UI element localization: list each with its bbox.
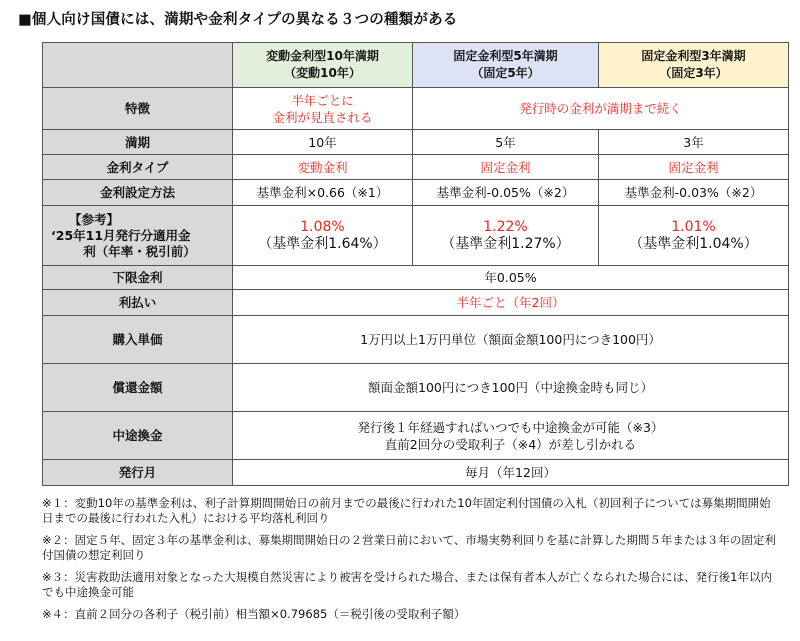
table-row-feature	[43, 88, 789, 130]
base-rate: （基準金利1.27%）	[441, 235, 570, 252]
cell-min-rate: 年0.05%	[233, 266, 789, 290]
table-row-rate-type	[43, 155, 789, 180]
column-header-short: （変動10年）	[284, 66, 361, 80]
cell-maturity-fixed5: 5年	[413, 130, 599, 155]
base-rate: （基準金利1.64%）	[258, 235, 387, 252]
table-row-issue-month	[43, 460, 789, 486]
row-label: 中途換金	[43, 412, 233, 460]
table-row-purchase-unit	[43, 316, 789, 364]
cell-rate-type-variable: 変動金利	[233, 155, 413, 180]
footnotes	[42, 496, 782, 629]
cell-rate-method-fixed3: 基準金利-0.03%（※2）	[599, 180, 789, 206]
cell-maturity-variable: 10年	[233, 130, 413, 155]
cell-text: 金利が見直される	[272, 109, 373, 125]
row-label: 利払い	[43, 290, 233, 316]
table-row-reference-rate	[43, 206, 789, 266]
column-header-variable-10y	[233, 43, 413, 88]
applied-rate: 1.08%	[300, 218, 345, 235]
applied-rate: 1.22%	[483, 218, 528, 235]
bond-comparison-table	[42, 42, 789, 486]
row-label-line: 【参考】	[69, 211, 120, 227]
column-header-fixed-5y	[413, 43, 599, 88]
row-label: 金利設定方法	[43, 180, 233, 206]
row-label: 金利タイプ	[43, 155, 233, 180]
cell-reference-fixed5	[413, 206, 599, 266]
row-label-reference	[43, 206, 233, 266]
cell-feature-variable	[233, 88, 413, 130]
column-header-short: （固定3年）	[659, 66, 728, 80]
column-header-name: 変動金利型10年満期	[266, 49, 379, 63]
header-row	[43, 43, 789, 88]
cell-maturity-fixed3: 3年	[599, 130, 789, 155]
row-label: 償還金額	[43, 364, 233, 412]
applied-rate: 1.01%	[671, 218, 716, 235]
cell-issue-month: 毎月（年12回）	[233, 460, 789, 486]
table-row-early-redemption	[43, 412, 789, 460]
column-header-name: 固定金利型5年満期	[453, 49, 558, 63]
row-label: 満期	[43, 130, 233, 155]
table-row-interest	[43, 290, 789, 316]
cell-rate-method-fixed5: 基準金利-0.05%（※2）	[413, 180, 599, 206]
column-header-name: 固定金利型3年満期	[641, 49, 746, 63]
row-label: 下限金利	[43, 266, 233, 290]
table-row-min-rate	[43, 266, 789, 290]
footnote-2: ※２：固定５年、固定３年の基準金利は、募集期間開始日の２営業日前において、市場実勢利回りを基に計算した期間５年または３年の固定利付国債の想定利回り	[42, 533, 776, 562]
footnote-3: ※３：災害救助法適用対象となった大規模自然災害により被害を受けられた場合、または保有者本人が亡くなられた場合には、発行後1年以内でも中途換金可能	[42, 570, 772, 599]
cell-reference-variable	[233, 206, 413, 266]
cell-rate-type-fixed3: 固定金利	[599, 155, 789, 180]
footnote-4: ※４：直前２回分の各利子（税引前）相当額×0.79685（＝税引後の受取利子額）	[42, 607, 466, 621]
row-label: 購入単価	[43, 316, 233, 364]
table-row-redemption	[43, 364, 789, 412]
cell-text: 発行後１年経過すればいつでも中途換金が可能（※3）	[357, 419, 664, 435]
cell-purchase-unit: 1万円以上1万円単位（額面金額100円につき100円）	[233, 316, 789, 364]
row-label: 特徴	[43, 88, 233, 130]
column-header-short: （固定5年）	[471, 66, 540, 80]
cell-interest: 半年ごと（年2回）	[233, 290, 789, 316]
cell-text: 直前2回分の受取利子（※4）が差し引かれる	[384, 436, 637, 452]
row-label: 発行月	[43, 460, 233, 486]
cell-reference-fixed3	[599, 206, 789, 266]
cell-feature-fixed: 発行時の金利が満期まで続く	[413, 88, 789, 130]
cell-early-redemption	[233, 412, 789, 460]
row-label-line: ‘25年11月発行分適用金	[51, 227, 191, 243]
table-row-maturity	[43, 130, 789, 155]
cell-rate-type-fixed5: 固定金利	[413, 155, 599, 180]
table-row-rate-method	[43, 180, 789, 206]
cell-rate-method-variable: 基準金利×0.66（※1）	[233, 180, 413, 206]
cell-text: 半年ごとに	[291, 92, 354, 108]
cell-redemption: 額面金額100円につき100円（中途換金時も同じ）	[233, 364, 789, 412]
row-label-line: 利（年率・税引前）	[83, 243, 196, 259]
page-title: ■個人向け国債には、満期や金利タイプの異なる３つの種類がある	[18, 12, 458, 28]
base-rate: （基準金利1.04%）	[629, 235, 758, 252]
footnote-1: ※１：変動10年の基準金利は、利子計算期間開始日の前月までの最後に行われた10年固定利付国債の入札（初回利子については募集期間開始日までの最後に行われた入札）における平均落札利回り	[42, 496, 771, 525]
column-header-fixed-3y	[599, 43, 789, 88]
corner-cell	[43, 43, 233, 88]
